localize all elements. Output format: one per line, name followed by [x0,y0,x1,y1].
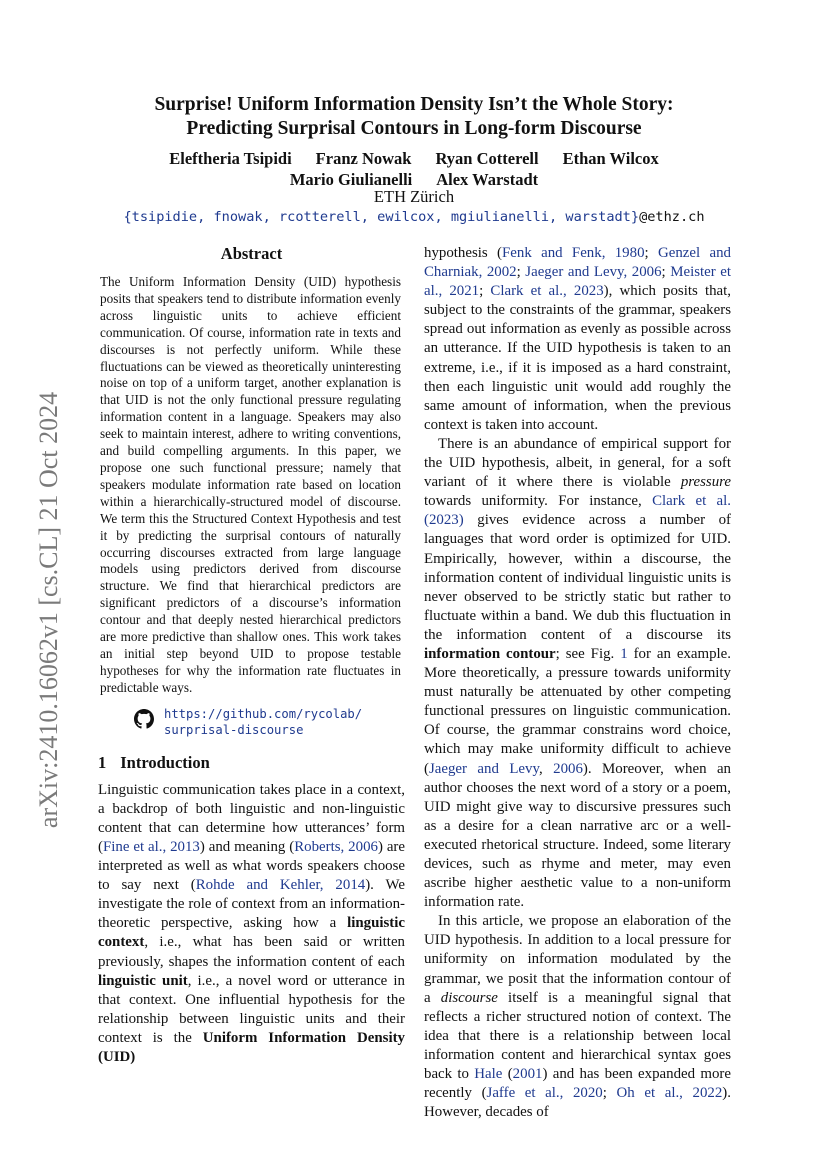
intro-paragraph-1 [98,781,405,1067]
intro-paragraph-1-continued [424,244,731,435]
author-row-1 [0,148,828,169]
email-domain: @ethz.ch [639,209,705,225]
github-url-line-2: surprisal-discourse [164,723,304,738]
text-run: gives evidence across a number of languages that word order is optimized for UID. Empirically, however, within a discourse, the information content of individual linguistic units is never observed to be strictly static but rather to fluctuate within a band. We dub this fluctuation in the information content of a discourse its [424,512,731,643]
author-name: Alex Warstadt [436,170,539,189]
intro-paragraph-2 [424,435,731,912]
affiliation: ETH Zürich [373,187,455,206]
text-run: Linguistic communication takes place in a context, a backdrop of both linguistic and non-linguistic content that can determine how utterances’ form ( [98,781,405,855]
title-line-2: Predicting Surprisal Contours in Long-form Discourse [186,118,642,139]
text-run: for an example. More theoretically, a pressure towards uniformity must naturally be attenuated by other competing functional pressures on linguistic communication. Of course, the grammar constrains word choice, which may make uniformity difficult to achieve ( [424,645,731,777]
citation-link[interactable]: Rohde and Kehler, 2014 [195,877,366,894]
left-column [98,244,405,1067]
term-linguistic-context: linguistic context [98,915,405,951]
text-run: towards uniformity. For instance, [424,493,653,510]
text-run: ) and meaning ( [199,838,295,855]
github-icon [134,709,154,729]
section-heading-introduction [98,753,405,773]
figure-link[interactable]: 1 [620,645,628,662]
title-line-1: Surprise! Uniform Information Density Isn’t the Whole Story: [154,94,674,115]
paper-title [0,93,828,141]
text-run: ; [479,283,491,300]
arxiv-stamp: arXiv:2410.16062v1 [cs.CL] 21 Oct 2024 [34,391,63,829]
emphasis-discourse: discourse [440,989,498,1006]
section-title: Introduction [120,752,210,772]
abstract-heading: Abstract [220,244,283,263]
citation-link[interactable]: 2001 [512,1066,543,1083]
author-name: Ryan Cotterell [435,149,539,168]
citation-link[interactable]: Fine et al., 2013 [102,838,200,855]
github-url[interactable] [164,706,362,739]
citation-link[interactable]: Hale [474,1066,503,1083]
text-run: ; [661,264,671,281]
author-list [0,148,828,190]
text-run: , i.e., what has been said or written previously, shapes the information content of each [98,934,405,970]
emphasis-pressure: pressure [680,474,731,491]
text-run: , [538,760,554,777]
term-linguistic-unit: linguistic unit [98,972,188,989]
citation-link[interactable]: Jaeger and Levy [428,760,539,777]
author-name: Eleftheria Tsipidi [169,149,292,168]
text-run: ). However, decades of [424,1085,731,1121]
right-column [424,244,731,1122]
author-emails [0,207,828,227]
text-run: There is an abundance of empirical support for the UID hypothesis, albeit, in general, for a soft variant of it where there is violable [424,435,731,491]
citation-link[interactable]: Clark et al. (2023) [424,493,731,529]
text-run: In this article, we propose an elaboration of the UID hypothesis. In addition to a local pressure for uniformity on information modulated by the grammar, we posit that the information contour of a [424,913,731,1006]
text-run: ; see Fig. [555,645,621,662]
text-run: ; [602,1085,617,1102]
citation-link[interactable]: 2006 [553,760,583,777]
text-run: itself is a meaningful signal that reflects a richer structured notion of context. The idea that there is a relationship between local information content and hierarchical syntax goes back to [424,989,731,1083]
citation-link[interactable]: Oh et al., 2022 [616,1085,723,1102]
text-run: ( [502,1066,513,1083]
text-run: ; [644,245,658,261]
term-uid: Uniform Information Density (UID) [98,1029,405,1065]
text-run: ; [516,264,526,281]
citation-link[interactable]: Jaeger and Levy, 2006 [525,264,662,281]
author-name: Franz Nowak [315,149,412,168]
abstract-text: The Uniform Information Density (UID) hypothesis posits that speakers tend to distribute information evenly across linguistic units to achieve efficient communication. Of course, information rate in texts and discourses is not perfectly uniform. While these fluctuations can be viewed as theoretically uninteresting noise on top of a uniform target, another explanation is that UID is not the only functional pressure regulating information content in a language. Speakers may also seek to maintain interest, adhere to writing conventions, and build compelling arguments. In this paper, we propose one such functional pressure; namely that speakers modulate information rate based on location within a hierarchically-structured model of discourse. We term this the Structured Context Hypothesis and test it by predicting the surprisal contours of naturally occurring discourses extracted from large language models using predictors derived from discourse structure. We find that hierarchical predictors are significant predictors of a discourse’s information contour and that deeply nested hierarchical predictors are more predictive than shallow ones. This work takes an initial step beyond UID to propose testable hypotheses for why the information rate fluctuates in predictable ways. [100,274,401,695]
text-run: , i.e., a novel word or utterance in that context. One influential hypothesis for the relationship between linguistic units and their context is the [98,972,405,1046]
term-information-contour: information contour [424,645,556,662]
citation-link[interactable]: Meister et al., 2021 [424,264,731,300]
text-run: ), which posits that, subject to the constraints of the grammar, speakers spread out information as evenly as possible across an utterance. If the UID hypothesis is taken to an extreme, i.e., if it is imposed as a hard constraint, then each linguistic unit would add roughly the same amount of information, when the previous context is taken into account. [424,283,731,433]
github-url-line-1: https://github.com/rycolab/ [164,706,363,721]
citation-link[interactable]: Roberts, 2006 [294,838,378,855]
text-run: hypothesis ( [424,245,502,261]
author-name: Ethan Wilcox [562,149,659,168]
citation-link[interactable]: Fenk and Fenk, 1980 [501,245,645,261]
citation-link[interactable]: Genzel and Charniak, 2002 [424,245,731,281]
section-number: 1 [98,752,107,772]
citation-link[interactable]: Jaffe et al., 2020 [486,1085,603,1102]
text-run: ). Moreover, when an author chooses the next word of a story or a poem, UID might give way to discursive pressures such as a desire for a clean narrative arc or a well-executed rhetorical structure. Indeed, some literary devices, such as rhyme and meter, may even ascribe higher aesthetic value to a non-uniform information rate. [424,760,731,911]
email-handles: {tsipidie, fnowak, rcotterell, ewilcox, mgiulianelli, warstadt} [123,209,640,225]
text-run: ). We investigate the role of context from an information-theoretic perspective, asking how a [98,877,405,932]
citation-link[interactable]: Clark et al., 2023 [490,283,604,300]
text-run: ) and has been expanded more recently ( [424,1066,732,1102]
author-name: Mario Giulianelli [289,170,413,189]
text-run: ) are interpreted as well as what words speakers choose to say next ( [98,838,405,894]
intro-paragraph-3 [424,912,731,1122]
github-link-row[interactable] [134,706,405,739]
